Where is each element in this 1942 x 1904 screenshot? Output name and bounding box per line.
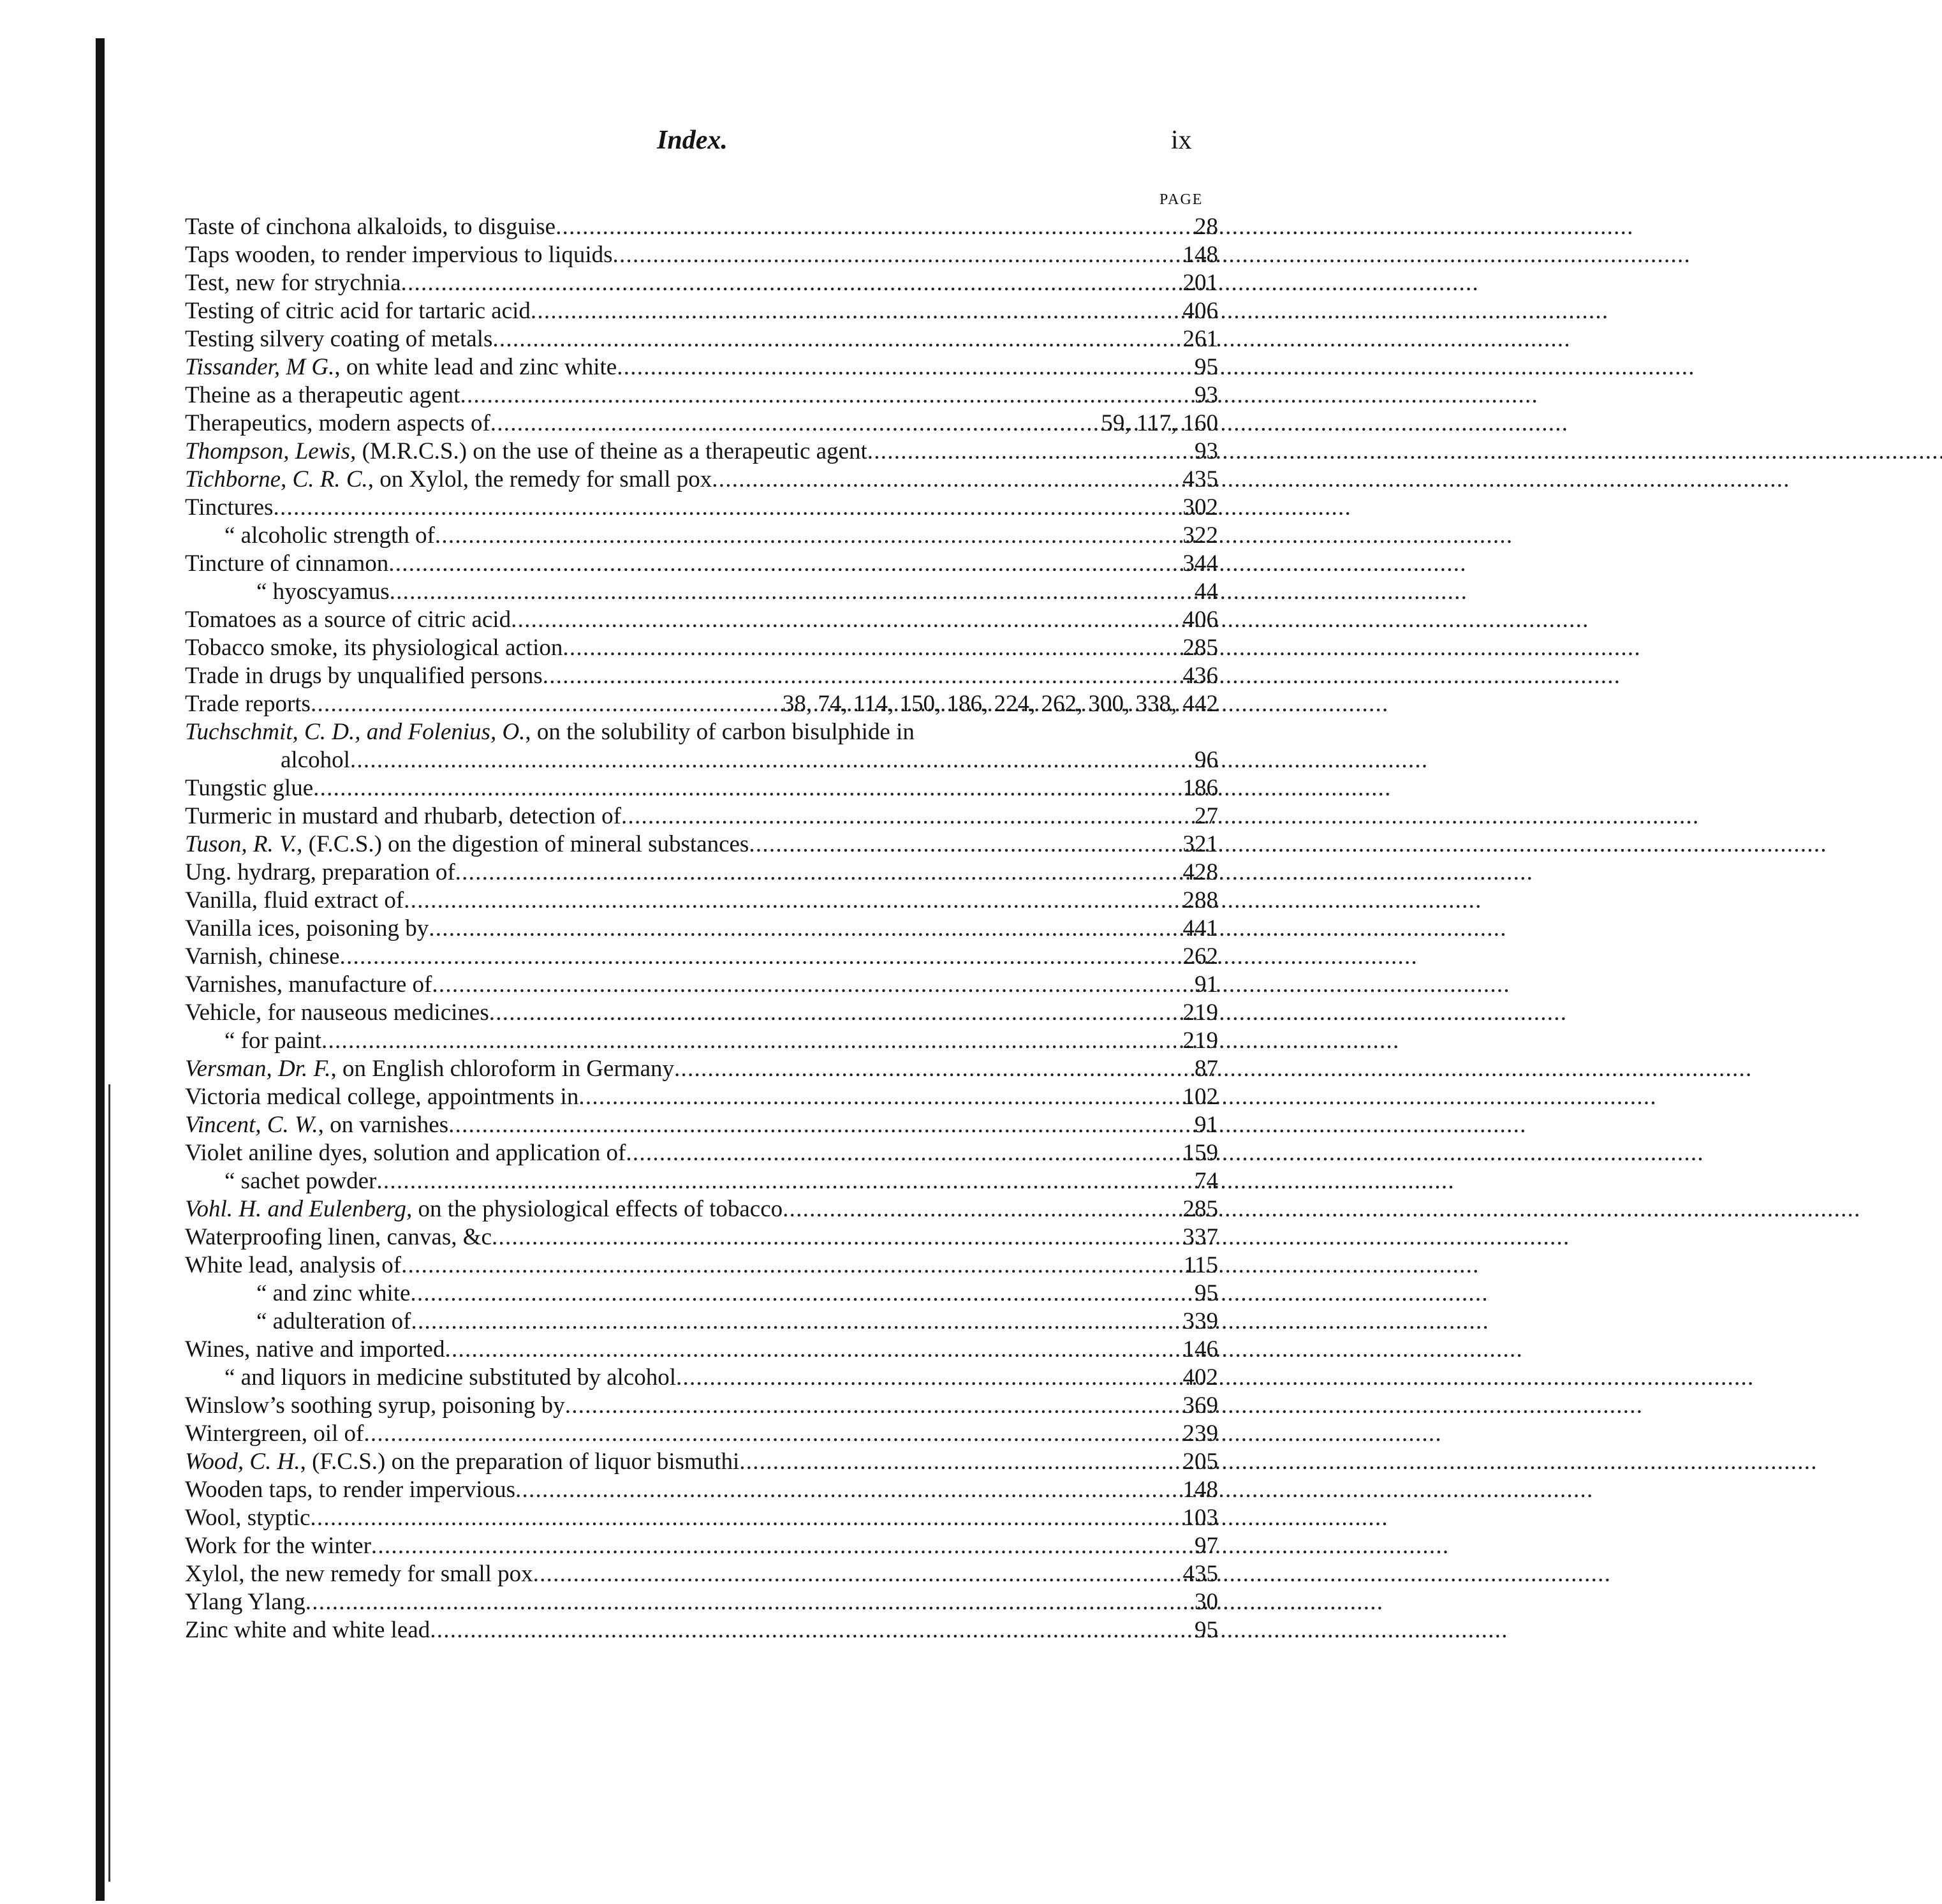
entry-text bbox=[185, 915, 429, 943]
index-entry bbox=[185, 241, 1218, 269]
entry-text bbox=[185, 466, 712, 494]
leader-dots bbox=[617, 353, 1189, 381]
entry-text bbox=[185, 578, 390, 606]
entry-subject: Test, new for strychnia bbox=[185, 270, 401, 296]
entry-page: 435 bbox=[1182, 466, 1218, 492]
entry-subject: Violet aniline dyes, solution and application of bbox=[185, 1140, 626, 1166]
binding-edge bbox=[96, 38, 105, 1901]
entry-page: 219 bbox=[1182, 1000, 1218, 1026]
entry-page: 441 bbox=[1182, 915, 1218, 941]
index-entry bbox=[185, 1055, 1218, 1083]
entry-text bbox=[185, 634, 563, 662]
entry-text bbox=[185, 550, 388, 578]
entry-text bbox=[185, 1223, 492, 1251]
entry-subject: White lead, analysis of bbox=[185, 1252, 402, 1278]
entry-subject: Therapeutics, modern aspects of bbox=[185, 410, 490, 436]
entry-subject: Testing of citric acid for tartaric acid bbox=[185, 298, 531, 324]
entry-author: Vincent, C. W. bbox=[185, 1112, 318, 1138]
index-entry bbox=[185, 494, 1218, 522]
entry-page: 239 bbox=[1182, 1421, 1218, 1447]
index-entry bbox=[185, 1420, 1218, 1448]
entry-text bbox=[185, 325, 492, 353]
index-entry bbox=[185, 1560, 1218, 1588]
entry-subject: Tobacco smoke, its physiological action bbox=[185, 635, 563, 661]
entry-subject: Xylol, the new remedy for small pox bbox=[185, 1561, 533, 1587]
entry-text bbox=[185, 774, 313, 802]
index-entry bbox=[185, 269, 1218, 297]
entry-text bbox=[185, 1420, 364, 1448]
leader-dots bbox=[390, 578, 1189, 606]
leader-dots bbox=[565, 1392, 1178, 1420]
entry-subject: on the physiological effects of tobacco bbox=[412, 1196, 783, 1222]
entry-page: 262 bbox=[1182, 943, 1218, 970]
leader-dots bbox=[311, 690, 777, 718]
entry-subject: Varnish, chinese bbox=[185, 943, 340, 970]
index-entry bbox=[185, 1588, 1218, 1616]
index-entry bbox=[185, 971, 1218, 999]
page-header bbox=[0, 125, 1292, 170]
entry-page: 339 bbox=[1182, 1308, 1218, 1334]
index-entry bbox=[185, 943, 1218, 971]
entry-text bbox=[185, 830, 749, 859]
entry-page: 369 bbox=[1182, 1392, 1218, 1419]
leader-dots bbox=[555, 213, 1189, 241]
leader-dots bbox=[621, 802, 1189, 830]
entry-page: 30 bbox=[1195, 1589, 1218, 1615]
entry-page: 302 bbox=[1182, 494, 1218, 520]
index-entry bbox=[185, 522, 1218, 550]
index-entry bbox=[185, 1223, 1218, 1251]
entry-page: 436 bbox=[1182, 663, 1218, 689]
entry-page: 93 bbox=[1195, 382, 1218, 408]
entry-text bbox=[185, 887, 404, 915]
entry-subject: , on the solubility of carbon bisulphide in bbox=[525, 719, 915, 745]
page-column-label: PAGE bbox=[1159, 191, 1203, 208]
index-entry bbox=[185, 297, 1218, 325]
entry-subject: Trade reports bbox=[185, 691, 311, 717]
leader-dots bbox=[321, 1027, 1177, 1055]
leader-dots bbox=[492, 1223, 1178, 1251]
entry-text bbox=[185, 1055, 674, 1083]
index-entry bbox=[185, 606, 1218, 634]
entry-page: 406 bbox=[1182, 298, 1218, 324]
leader-dots bbox=[432, 971, 1189, 999]
index-entry bbox=[185, 381, 1218, 410]
entry-text bbox=[185, 1364, 676, 1392]
index-entry bbox=[185, 1167, 1218, 1195]
entry-page: 201 bbox=[1182, 270, 1218, 296]
entry-page: 402 bbox=[1182, 1364, 1218, 1391]
entry-text bbox=[185, 802, 621, 830]
entry-text bbox=[185, 1167, 376, 1195]
leader-dots bbox=[674, 1055, 1189, 1083]
entry-text bbox=[185, 353, 617, 381]
leader-dots bbox=[411, 1308, 1177, 1336]
entry-text bbox=[185, 943, 340, 971]
index-entry bbox=[185, 859, 1218, 887]
entry-subject: Vehicle, for nauseous medicines bbox=[185, 1000, 489, 1026]
entry-page: 159 bbox=[1182, 1140, 1218, 1166]
binding-edge-thin bbox=[108, 1084, 110, 1882]
leader-dots bbox=[388, 550, 1177, 578]
entry-text bbox=[185, 522, 435, 550]
leader-dots bbox=[531, 297, 1178, 325]
entry-text bbox=[185, 438, 867, 466]
entry-text bbox=[185, 1476, 515, 1504]
entry-subject: Vanilla ices, poisoning by bbox=[185, 915, 429, 941]
entry-page: 87 bbox=[1195, 1056, 1218, 1082]
entry-subject: “ and liquors in medicine substituted by alcohol bbox=[224, 1364, 677, 1391]
entry-subject: “ for paint bbox=[224, 1028, 322, 1054]
entry-author: Tuson, R. V. bbox=[185, 831, 297, 857]
index-entry bbox=[185, 1027, 1218, 1055]
index-entry bbox=[185, 1448, 1218, 1476]
entry-page: 96 bbox=[1195, 747, 1218, 773]
entry-page: 288 bbox=[1182, 887, 1218, 913]
entry-page: 435 bbox=[1182, 1561, 1218, 1587]
entry-page: 337 bbox=[1182, 1224, 1218, 1250]
entry-text bbox=[185, 1560, 533, 1588]
entry-subject: Ung. hydrarg, preparation of bbox=[185, 859, 455, 885]
leader-dots bbox=[430, 1616, 1189, 1644]
index-entry bbox=[185, 746, 1218, 774]
index-entry bbox=[185, 1139, 1218, 1167]
entry-subject: , on white lead and zinc white bbox=[334, 354, 617, 380]
leader-dots bbox=[273, 494, 1177, 522]
entry-text bbox=[185, 690, 311, 718]
leader-dots bbox=[445, 1336, 1177, 1364]
index-entry bbox=[185, 718, 1218, 746]
entry-page: 148 bbox=[1182, 1477, 1218, 1503]
entry-author: Wood, C. H. bbox=[185, 1449, 300, 1475]
entry-subject: Theine as a therapeutic agent bbox=[185, 382, 460, 408]
entry-subject: , on varnishes bbox=[318, 1112, 449, 1138]
entry-text bbox=[185, 1027, 321, 1055]
index-entry bbox=[185, 1251, 1218, 1280]
entry-text bbox=[185, 297, 531, 325]
entry-subject: Wool, styptic bbox=[185, 1505, 311, 1531]
index-entry bbox=[185, 1504, 1218, 1532]
page-number: ix bbox=[1171, 126, 1192, 155]
entry-text bbox=[185, 1336, 445, 1364]
entry-text bbox=[185, 1532, 371, 1560]
entry-text bbox=[185, 269, 401, 297]
index-entry bbox=[185, 1616, 1218, 1644]
leader-dots bbox=[364, 1420, 1177, 1448]
running-head: Index. bbox=[657, 126, 728, 155]
index-entry bbox=[185, 550, 1218, 578]
index-entry bbox=[185, 1111, 1218, 1139]
leader-dots bbox=[429, 915, 1177, 943]
index-entry bbox=[185, 1280, 1218, 1308]
leader-dots bbox=[712, 466, 1177, 494]
entry-page: 74 bbox=[1195, 1168, 1218, 1194]
leader-dots bbox=[578, 1083, 1177, 1111]
entry-page: 406 bbox=[1182, 607, 1218, 633]
entry-text bbox=[185, 746, 350, 774]
entry-page: 95 bbox=[1195, 1617, 1218, 1643]
entry-text bbox=[185, 494, 273, 522]
index-entry bbox=[185, 325, 1218, 353]
entry-page: 27 bbox=[1195, 803, 1218, 829]
entry-text bbox=[185, 1195, 783, 1223]
index-entry bbox=[185, 410, 1218, 438]
entry-page: 344 bbox=[1182, 550, 1218, 577]
entry-author: Tuchschmit, C. D., and Folenius, O. bbox=[185, 719, 526, 745]
entry-subject: Wintergreen, oil of bbox=[185, 1421, 364, 1447]
entry-page: 38, 74, 114, 150, 186, 224, 262, 300, 338, 442 bbox=[782, 691, 1218, 717]
entry-page: 28 bbox=[1195, 214, 1218, 240]
entry-author: Vohl. H. and Eulenberg, bbox=[185, 1196, 413, 1222]
entry-subject: Turmeric in mustard and rhubarb, detection of bbox=[185, 803, 621, 829]
leader-dots bbox=[676, 1364, 1177, 1392]
index-entry bbox=[185, 634, 1218, 662]
entry-page: 285 bbox=[1182, 635, 1218, 661]
leader-dots bbox=[533, 1560, 1178, 1588]
entry-page: 91 bbox=[1195, 1112, 1218, 1138]
leader-dots bbox=[371, 1532, 1189, 1560]
entry-subject: , (F.C.S.) on the digestion of mineral substances bbox=[297, 831, 749, 857]
leader-dots bbox=[460, 381, 1189, 410]
index-entry bbox=[185, 915, 1218, 943]
entry-subject: , on English chloroform in Germany bbox=[330, 1056, 674, 1082]
entry-text bbox=[185, 1588, 305, 1616]
leader-dots bbox=[511, 606, 1177, 634]
entry-text bbox=[185, 859, 455, 887]
index-entry bbox=[185, 466, 1218, 494]
entry-page: 428 bbox=[1182, 859, 1218, 885]
entry-text bbox=[185, 606, 511, 634]
entry-page: 95 bbox=[1195, 1280, 1218, 1306]
entry-subject: “ hyoscyamus bbox=[256, 579, 390, 605]
index-entry bbox=[185, 999, 1218, 1027]
leader-dots bbox=[401, 269, 1178, 297]
leader-dots bbox=[435, 522, 1178, 550]
entry-subject: Vanilla, fluid extract of bbox=[185, 887, 404, 913]
entry-text bbox=[185, 1308, 411, 1336]
entry-subject: Wines, native and imported bbox=[185, 1336, 445, 1362]
entry-text bbox=[185, 1083, 578, 1111]
entry-text bbox=[185, 1111, 448, 1139]
leader-dots bbox=[543, 662, 1178, 690]
leader-dots bbox=[410, 1280, 1189, 1308]
entry-page: 205 bbox=[1182, 1449, 1218, 1475]
index-entry bbox=[185, 774, 1218, 802]
leader-dots bbox=[376, 1167, 1189, 1195]
leader-dots bbox=[310, 1504, 1177, 1532]
entry-page: 285 bbox=[1182, 1196, 1218, 1222]
index-entry bbox=[185, 1392, 1218, 1420]
index-entry bbox=[185, 1308, 1218, 1336]
entry-subject: Work for the winter bbox=[185, 1533, 371, 1559]
index-entry bbox=[185, 1195, 1218, 1223]
entry-author: Tichborne, C. R. C. bbox=[185, 466, 368, 492]
leader-dots bbox=[613, 241, 1178, 269]
entry-page: 91 bbox=[1195, 971, 1218, 998]
entry-subject: Waterproofing linen, canvas, &c bbox=[185, 1224, 492, 1250]
leader-dots bbox=[490, 410, 1096, 438]
entry-subject: Tungstic glue bbox=[185, 775, 314, 801]
entry-subject: Zinc white and white lead bbox=[185, 1617, 430, 1643]
entry-page: 322 bbox=[1182, 522, 1218, 549]
index-list bbox=[185, 213, 1218, 1644]
index-entry bbox=[185, 438, 1218, 466]
entry-subject: “ sachet powder bbox=[224, 1168, 377, 1194]
entry-text bbox=[185, 241, 613, 269]
entry-subject: Tinctures bbox=[185, 494, 274, 520]
entry-page: 186 bbox=[1182, 775, 1218, 801]
entry-text bbox=[185, 213, 555, 241]
entry-subject: “ and zinc white bbox=[256, 1280, 411, 1306]
leader-dots bbox=[401, 1251, 1179, 1280]
entry-subject: “ alcoholic strength of bbox=[224, 522, 435, 549]
entry-page: 59, 117, 160 bbox=[1101, 410, 1218, 436]
index-entry bbox=[185, 1083, 1218, 1111]
entry-page: 93 bbox=[1195, 438, 1218, 464]
leader-dots bbox=[305, 1588, 1189, 1616]
entry-subject: , (F.C.S.) on the preparation of liquor bismuthi bbox=[300, 1449, 740, 1475]
leader-dots bbox=[749, 830, 1177, 859]
entry-page: 261 bbox=[1182, 326, 1218, 352]
index-entry bbox=[185, 662, 1218, 690]
entry-page: 146 bbox=[1182, 1336, 1218, 1362]
entry-page: 103 bbox=[1182, 1505, 1218, 1531]
entry-subject: Tomatoes as a source of citric acid bbox=[185, 607, 511, 633]
entry-text bbox=[185, 1280, 410, 1308]
entry-page: 97 bbox=[1195, 1533, 1218, 1559]
entry-text bbox=[185, 999, 489, 1027]
index-entry bbox=[185, 1532, 1218, 1560]
entry-page: 148 bbox=[1182, 242, 1218, 268]
index-entry bbox=[185, 213, 1218, 241]
leader-dots bbox=[626, 1139, 1177, 1167]
entry-subject: “ adulteration of bbox=[256, 1308, 411, 1334]
entry-text bbox=[185, 971, 432, 999]
entry-subject: Victoria medical college, appointments in bbox=[185, 1084, 579, 1110]
index-entry bbox=[185, 690, 1218, 718]
entry-page: 44 bbox=[1195, 579, 1218, 605]
entry-author: Versman, Dr. F. bbox=[185, 1056, 331, 1082]
entry-page: 95 bbox=[1195, 354, 1218, 380]
leader-dots bbox=[563, 634, 1177, 662]
leader-dots bbox=[455, 859, 1178, 887]
entry-page: 219 bbox=[1182, 1028, 1218, 1054]
index-entry bbox=[185, 1336, 1218, 1364]
entry-text bbox=[185, 1251, 401, 1280]
entry-text bbox=[185, 410, 490, 438]
entry-subject: Taps wooden, to render impervious to liquids bbox=[185, 242, 613, 268]
index-entry bbox=[185, 1476, 1218, 1504]
index-entry bbox=[185, 1364, 1218, 1392]
entry-text bbox=[185, 381, 460, 410]
entry-text bbox=[185, 1504, 310, 1532]
entry-text bbox=[185, 662, 543, 690]
entry-subject: Trade in drugs by unqualified persons bbox=[185, 663, 543, 689]
entry-text bbox=[185, 1392, 565, 1420]
entry-subject: Winslow’s soothing syrup, poisoning by bbox=[185, 1392, 565, 1419]
leader-dots bbox=[404, 887, 1177, 915]
entry-page: 115 bbox=[1183, 1252, 1218, 1278]
entry-text bbox=[185, 1139, 626, 1167]
entry-text bbox=[185, 718, 915, 746]
entry-subject: Taste of cinchona alkaloids, to disguise bbox=[185, 214, 556, 240]
leader-dots bbox=[350, 746, 1189, 774]
entry-subject: (M.R.C.S.) on the use of theine as a therapeutic agent bbox=[356, 438, 867, 464]
entry-subject: Ylang Ylang bbox=[185, 1589, 305, 1615]
index-entry bbox=[185, 578, 1218, 606]
entry-author: Thompson, Lewis, bbox=[185, 438, 357, 464]
entry-text bbox=[185, 1616, 430, 1644]
entry-page: 102 bbox=[1182, 1084, 1218, 1110]
entry-subject: Testing silvery coating of metals bbox=[185, 326, 493, 352]
entry-subject: Varnishes, manufacture of bbox=[185, 971, 432, 998]
leader-dots bbox=[867, 438, 1189, 466]
entry-page: 321 bbox=[1182, 831, 1218, 857]
leader-dots bbox=[515, 1476, 1178, 1504]
leader-dots bbox=[313, 774, 1177, 802]
entry-subject: alcohol bbox=[281, 747, 350, 773]
index-entry bbox=[185, 353, 1218, 381]
entry-subject: Wooden taps, to render impervious bbox=[185, 1477, 515, 1503]
leader-dots bbox=[492, 325, 1177, 353]
leader-dots bbox=[739, 1448, 1177, 1476]
index-entry bbox=[185, 887, 1218, 915]
entry-text bbox=[185, 1448, 739, 1476]
leader-dots bbox=[489, 999, 1178, 1027]
entry-author: Tissander, M G. bbox=[185, 354, 335, 380]
entry-subject: Tincture of cinnamon bbox=[185, 550, 389, 577]
entry-subject: , on Xylol, the remedy for small pox bbox=[367, 466, 712, 492]
leader-dots bbox=[340, 943, 1178, 971]
leader-dots bbox=[448, 1111, 1189, 1139]
index-entry bbox=[185, 802, 1218, 830]
leader-dots bbox=[783, 1195, 1177, 1223]
index-entry bbox=[185, 830, 1218, 859]
